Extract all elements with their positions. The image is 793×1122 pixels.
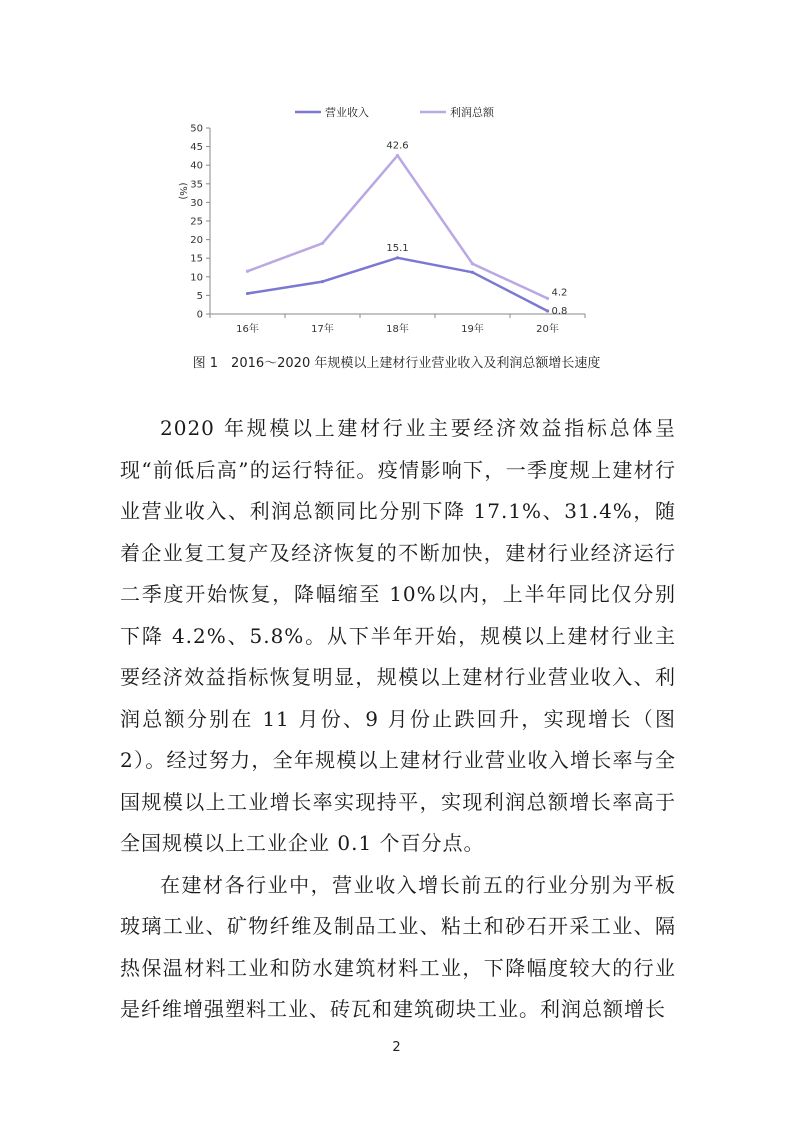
- plot-area: [246, 141, 568, 317]
- y-tick-label: 45: [190, 142, 203, 154]
- x-tick-label: 17年: [311, 324, 334, 335]
- data-point: [546, 309, 549, 312]
- y-tick-label: 40: [190, 160, 203, 172]
- data-point: [321, 280, 324, 283]
- legend-label: 利润总额: [450, 106, 494, 119]
- data-point: [246, 270, 249, 273]
- data-label: 0.8: [551, 306, 568, 318]
- x-tick-label: 19年: [461, 324, 484, 335]
- series-line-2: [248, 156, 548, 299]
- y-tick-label: 30: [190, 197, 203, 209]
- x-axis: [210, 314, 585, 335]
- x-tick-label: 20年: [536, 324, 559, 335]
- x-tick-label: 18年: [386, 324, 409, 335]
- page-number: 2: [392, 1040, 401, 1055]
- data-point: [246, 292, 249, 295]
- series-line-1: [248, 258, 548, 311]
- data-point: [396, 256, 399, 259]
- legend-label: 营业收入: [325, 106, 369, 119]
- data-point: [396, 154, 399, 157]
- y-tick-label: 25: [190, 216, 203, 228]
- y-axis-label: (%): [177, 182, 188, 200]
- line-chart: [170, 100, 600, 340]
- paragraph: 2020 年规模以上建材行业主要经济效益指标总体呈现“前低后高”的运行特征。疫情影响下，一季度规上建材行业营业收入、利润总额同比分别下降 17.1%、31.4%，随着企业复工复产及经济恢复的不断加快，建材行业经济运行二季度开始恢复，降幅缩至 10%以内，上半年同比仅分别下降 4.2%、5.8%。从下半年开始，规模以上建材行业主要经济效益指标恢复明显，规模以上建材行业营业收入、利润总额分别在 11 月份、9 月份止跌回升，实现增长（图 2）。经过努力，全年规模以上建材行业营业收入增长率与全国规模以上工业增长率实现持平，实现利润总额增长率高于全国规模以上工业企业 0.1 个百分点。: [120, 416, 676, 855]
- data-label: 15.1: [386, 242, 409, 254]
- paragraph: 在建材各行业中，营业收入增长前五的行业分别为平板玻璃工业、矿物纤维及制品工业、粘土和砂石开采工业、隔热保温材料工业和防水建筑材料工业，下降幅度较大的行业是纤维增强塑料工业、砖瓦和建筑砌块工业。利润总额增长: [120, 872, 676, 1021]
- data-label: 4.2: [551, 287, 568, 299]
- y-tick-label: 0: [196, 309, 203, 321]
- figure-caption: 图 1 2016～2020 年规模以上建材行业营业收入及利润总额增长速度: [192, 356, 601, 371]
- chart-legend: [295, 105, 495, 119]
- data-point: [546, 297, 549, 300]
- x-tick-label: 16年: [236, 324, 259, 335]
- data-point: [471, 271, 474, 274]
- y-tick-label: 50: [190, 123, 203, 135]
- body-text: [120, 408, 676, 1031]
- y-tick-label: 15: [190, 253, 203, 265]
- data-point: [471, 262, 474, 265]
- y-axis: [177, 124, 210, 321]
- y-tick-label: 20: [190, 235, 203, 247]
- y-tick-label: 5: [196, 290, 203, 302]
- data-label: 42.6: [386, 140, 409, 152]
- data-point: [321, 242, 324, 245]
- y-tick-label: 35: [190, 179, 203, 191]
- y-tick-label: 10: [190, 272, 203, 284]
